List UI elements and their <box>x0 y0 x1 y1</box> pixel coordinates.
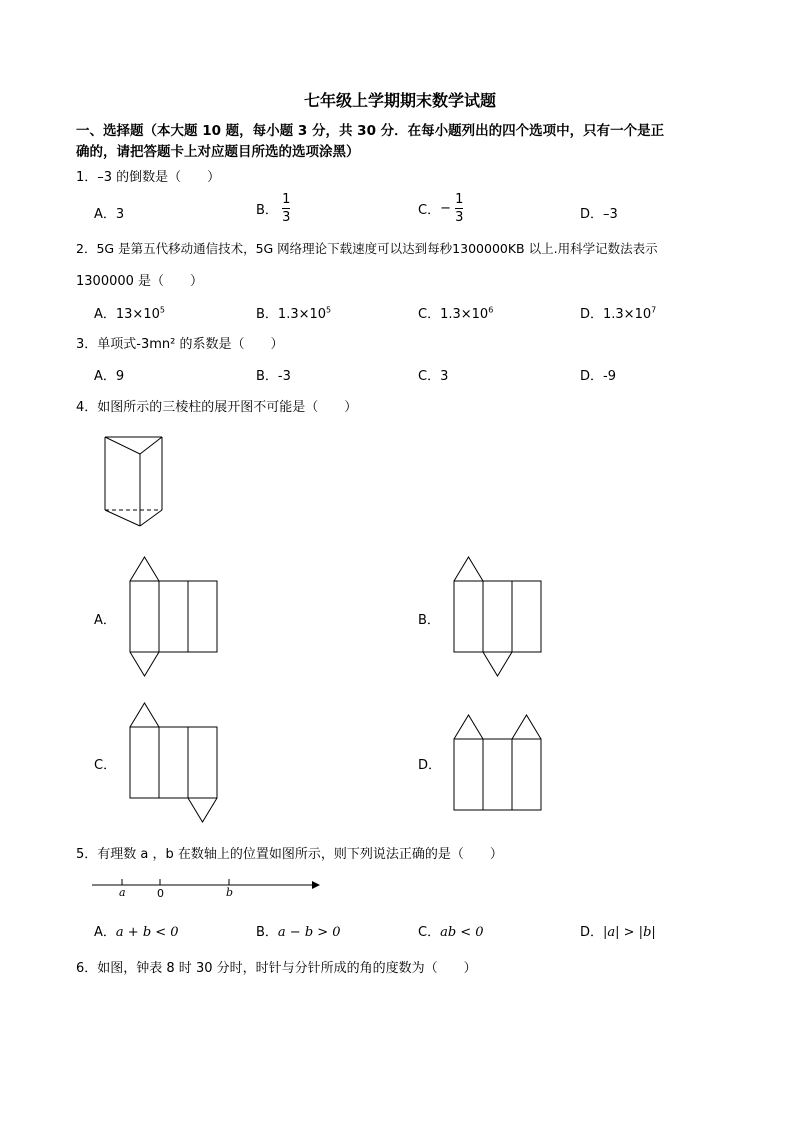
q5-c-expression: ab < 0 <box>440 925 484 940</box>
q3-option-d: D．-9 <box>580 369 616 384</box>
q1-option-b <box>256 193 290 224</box>
q2-stem-line2: 1300000 是（ ） <box>76 274 204 289</box>
q1-c-sign: − <box>440 201 451 216</box>
q5-b-expression: a − b > 0 <box>277 925 341 940</box>
q2-option-a <box>94 303 165 322</box>
triangular-prism-figure <box>100 434 170 524</box>
q3-option-b: B．-3 <box>256 369 291 384</box>
q1-c-numerator: 1 <box>455 192 464 207</box>
page-title: 七年级上学期期末数学试题 <box>304 91 497 110</box>
q1-b-numerator: 1 <box>282 192 291 207</box>
fraction-bar <box>282 208 290 209</box>
q4-option-a-net <box>128 556 220 680</box>
q2-d-exponent: 7 <box>651 305 657 315</box>
q5-d-label: D． <box>580 925 604 940</box>
q2-a-exponent: 5 <box>159 305 165 315</box>
q3-stem: 3．单项式-3mn² 的系数是（ ） <box>76 337 284 352</box>
q2-option-b <box>256 303 331 322</box>
q5-option-b <box>256 921 341 940</box>
section-heading-line1: 一、选择题（本大题 10 题，每小题 3 分，共 30 分．在每小题列出的四个选项中，只有一个是正 <box>76 123 665 139</box>
q4-stem: 4．如图所示的三棱柱的展开图不可能是（ ） <box>76 400 358 415</box>
q5-c-label: C． <box>418 925 441 940</box>
q5-b-label: B． <box>256 925 278 940</box>
q1-option-d: D．–3 <box>580 207 618 222</box>
q5-option-c <box>418 921 484 940</box>
q4-option-b-net <box>452 556 544 680</box>
q1-option-c-fraction <box>455 193 463 224</box>
q4-option-c-net <box>128 702 220 826</box>
q1-b-denominator: 3 <box>282 210 291 225</box>
q5-a-expression: a + b < 0 <box>115 925 179 940</box>
q2-option-c <box>418 303 493 322</box>
q4-option-a-label: A． <box>94 613 116 628</box>
q3-option-c: C．3 <box>418 369 449 384</box>
q4-option-c-label: C． <box>94 758 117 773</box>
q2-c-text: C．1.3×10 <box>418 307 489 322</box>
q5-d-expression: |a| > |b| <box>603 925 656 940</box>
q5-a-label: A． <box>94 925 116 940</box>
q4-option-b-label: B． <box>418 613 440 628</box>
q2-c-exponent: 6 <box>488 305 494 315</box>
number-line-label-0: 0 <box>157 887 164 900</box>
q1-c-denominator: 3 <box>455 210 464 225</box>
q1-stem: 1．–3 的倒数是（ ） <box>76 170 221 185</box>
q1-option-b-fraction <box>282 193 290 224</box>
q6-stem: 6．如图，钟表 8 时 30 分时，时针与分针所成的角的度数为（ ） <box>76 961 477 976</box>
q4-option-d-label: D． <box>418 758 442 773</box>
q2-option-d <box>580 303 656 322</box>
q2-d-text: D．1.3×10 <box>580 307 652 322</box>
section-heading-line2: 确的，请把答题卡上对应题目所选的选项涂黑） <box>76 144 360 160</box>
q2-stem-line1: 2．5G 是第五代移动通信技术，5G 网络理论下载速度可以达到每秒1300000KB 以上.用科学记数法表示 <box>76 241 658 256</box>
number-line-label-a: a <box>119 886 126 899</box>
q2-a-text: A．13×10 <box>94 307 160 322</box>
fraction-bar <box>455 208 463 209</box>
q3-option-a: A．9 <box>94 369 125 384</box>
q2-b-exponent: 5 <box>326 305 332 315</box>
number-line-label-b: b <box>226 886 234 899</box>
q5-option-d <box>580 921 656 940</box>
q2-b-text: B．1.3×10 <box>256 307 327 322</box>
q5-option-a <box>94 921 179 940</box>
q1-option-b-label: B． <box>256 203 278 218</box>
q1-option-a: A．3 <box>94 207 125 222</box>
q4-option-d-net <box>452 712 544 812</box>
q1-option-c <box>418 193 463 224</box>
q1-option-c-label: C． <box>418 203 441 218</box>
q5-stem: 5．有理数 a ，b 在数轴上的位置如图所示，则下列说法正确的是（ ） <box>76 847 503 862</box>
